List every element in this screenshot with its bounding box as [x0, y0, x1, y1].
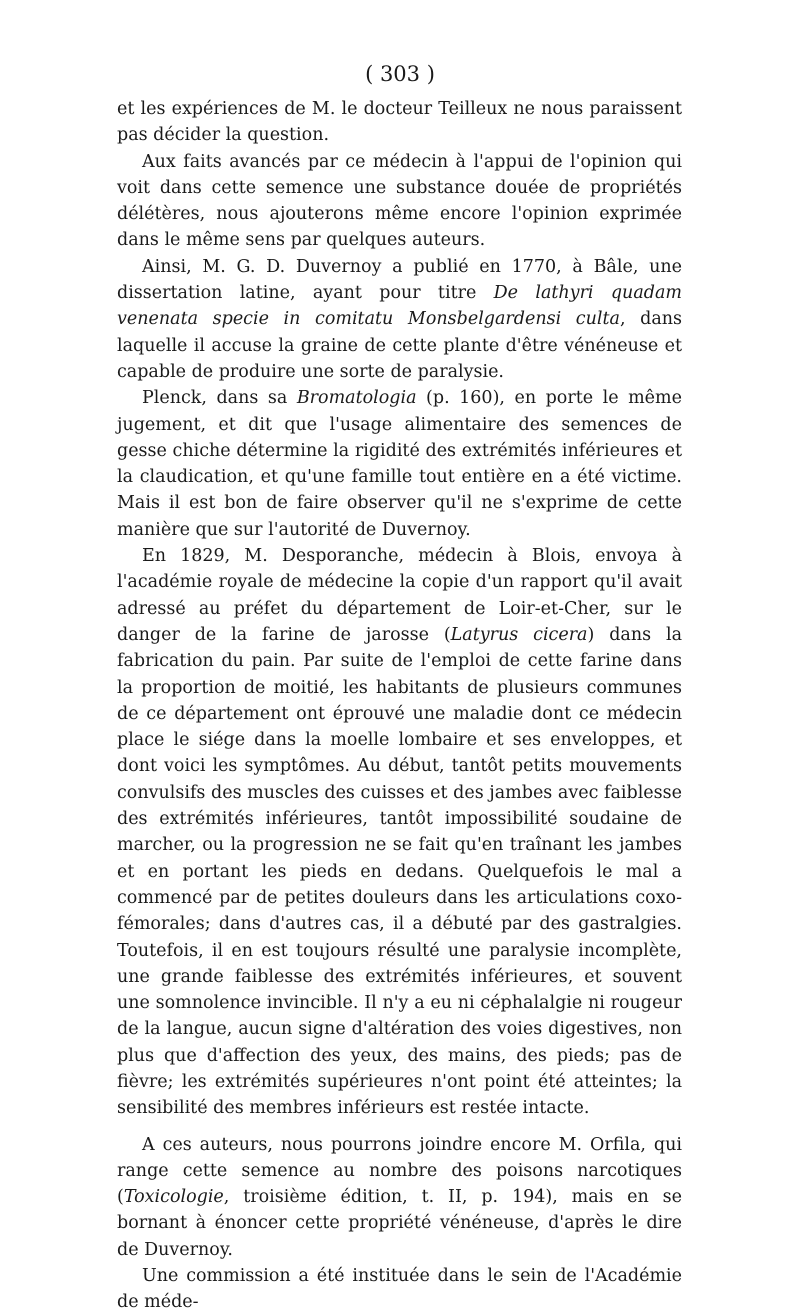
paragraph-continuation: et les expériences de M. le docteur Teilleux ne nous paraissent pas décider la question.	[117, 99, 682, 146]
paragraph-desporanche-text-before: En 1829, M. Desporanche, médecin à Blois, envoya à l'académie royale de médecine la copie d'un rapport qu'il avait adressé au préfet du département de Loir-et-Cher, sur le danger de la farine de jarosse (	[117, 546, 682, 645]
paragraph-plenck-text-before: Plenck, dans sa	[142, 388, 297, 409]
paragraph-orfila	[117, 1132, 682, 1263]
paragraph-duvernoy-text-before: Ainsi, M. G. D. Duvernoy a publié en 1770, à Bâle, une dissertation latine, ayant pour titre	[117, 256, 682, 304]
paragraph-desporanche	[117, 543, 682, 1122]
paragraph-duvernoy-text-after: , dans laquelle il accuse la graine de cette plante d'être vénéneuse et capable de produire une sorte de paralysie.	[117, 309, 683, 382]
paragraph-plenck-text-after: (p. 160), en porte le même jugement, et dit que l'usage alimentaire des semences de gesse chiche détermine la rigidité des extrémités inférieures et la claudication, et qu'une famille tout entière en a été victime. Mais il est bon de faire observer qu'il ne s'exprime de cette manière que sur l'autorité de Duvernoy.	[117, 388, 682, 540]
text-block	[117, 96, 682, 1316]
latyrus-cicera-name: Latyrus cicera	[450, 624, 588, 645]
paragraph-commission: Une commission a été instituée dans le sein de l'Académie de méde-	[117, 1266, 682, 1313]
paragraph-duvernoy	[117, 254, 682, 385]
paragraph-plenck	[117, 385, 682, 543]
bromatologia-title: Bromatologia	[296, 388, 417, 409]
paragraph-faits-avances: Aux faits avancés par ce médecin à l'appui de l'opinion qui voit dans cette semence une substance douée de propriétés délétères, nous ajouterons même encore l'opinion exprimée dans le même sens par quelques auteurs.	[117, 151, 682, 251]
paragraph-orfila-text-after: , troisième édition, t. II, p. 194), mais en se bornant à énoncer cette propriété vénéneuse, d'après le dire de Duvernoy.	[117, 1187, 682, 1260]
dissertation-title: De lathyri quadam venenata specie in comitatu Monsbelgardensi culta	[117, 283, 682, 330]
paragraph-desporanche-text-after: ) dans la fabrication du pain. Par suite de l'emploi de cette farine dans la proportion de moitié, les habitants de plusieurs communes de ce département ont éprouvé une maladie dont ce médecin place le siége dans la moelle lombaire et ses enveloppes, et dont voici les symptômes. Au début, tantôt petits mouvements convulsifs des muscles des cuisses et des jambes avec faiblesse des extrémités inférieures, tantôt impossibilité soudaine de marcher, ou la progression ne se fait qu'en traînant les jambes et en portant les pieds en dedans. Quelquefois le mal a commencé par de petites douleurs dans les articulations coxo-fémorales; dans d'autres cas, il a débuté par des gastralgies. Toutefois, il en est toujours résulté une paralysie incomplète, une grande faiblesse des extrémités inférieures, et souvent une somnolence invincible. Il n'y a eu ni céphalalgie ni rougeur de la langue, aucun signe d'altération des voies digestives, non plus que d'affection des yeux, des mains, des pieds; pas de fièvre; les extrémités supérieures n'ont point été atteintes; la sensibilité des membres inférieurs est restée intacte.	[117, 624, 683, 1119]
toxicologie-title: Toxicologie	[123, 1187, 224, 1208]
paragraph-orfila-text-before: A ces auteurs, nous pourrons joindre encore M. Orfila, qui range cette semence au nombre des poisons narcotiques (	[117, 1134, 682, 1208]
page-number: ( 303 )	[365, 62, 435, 86]
